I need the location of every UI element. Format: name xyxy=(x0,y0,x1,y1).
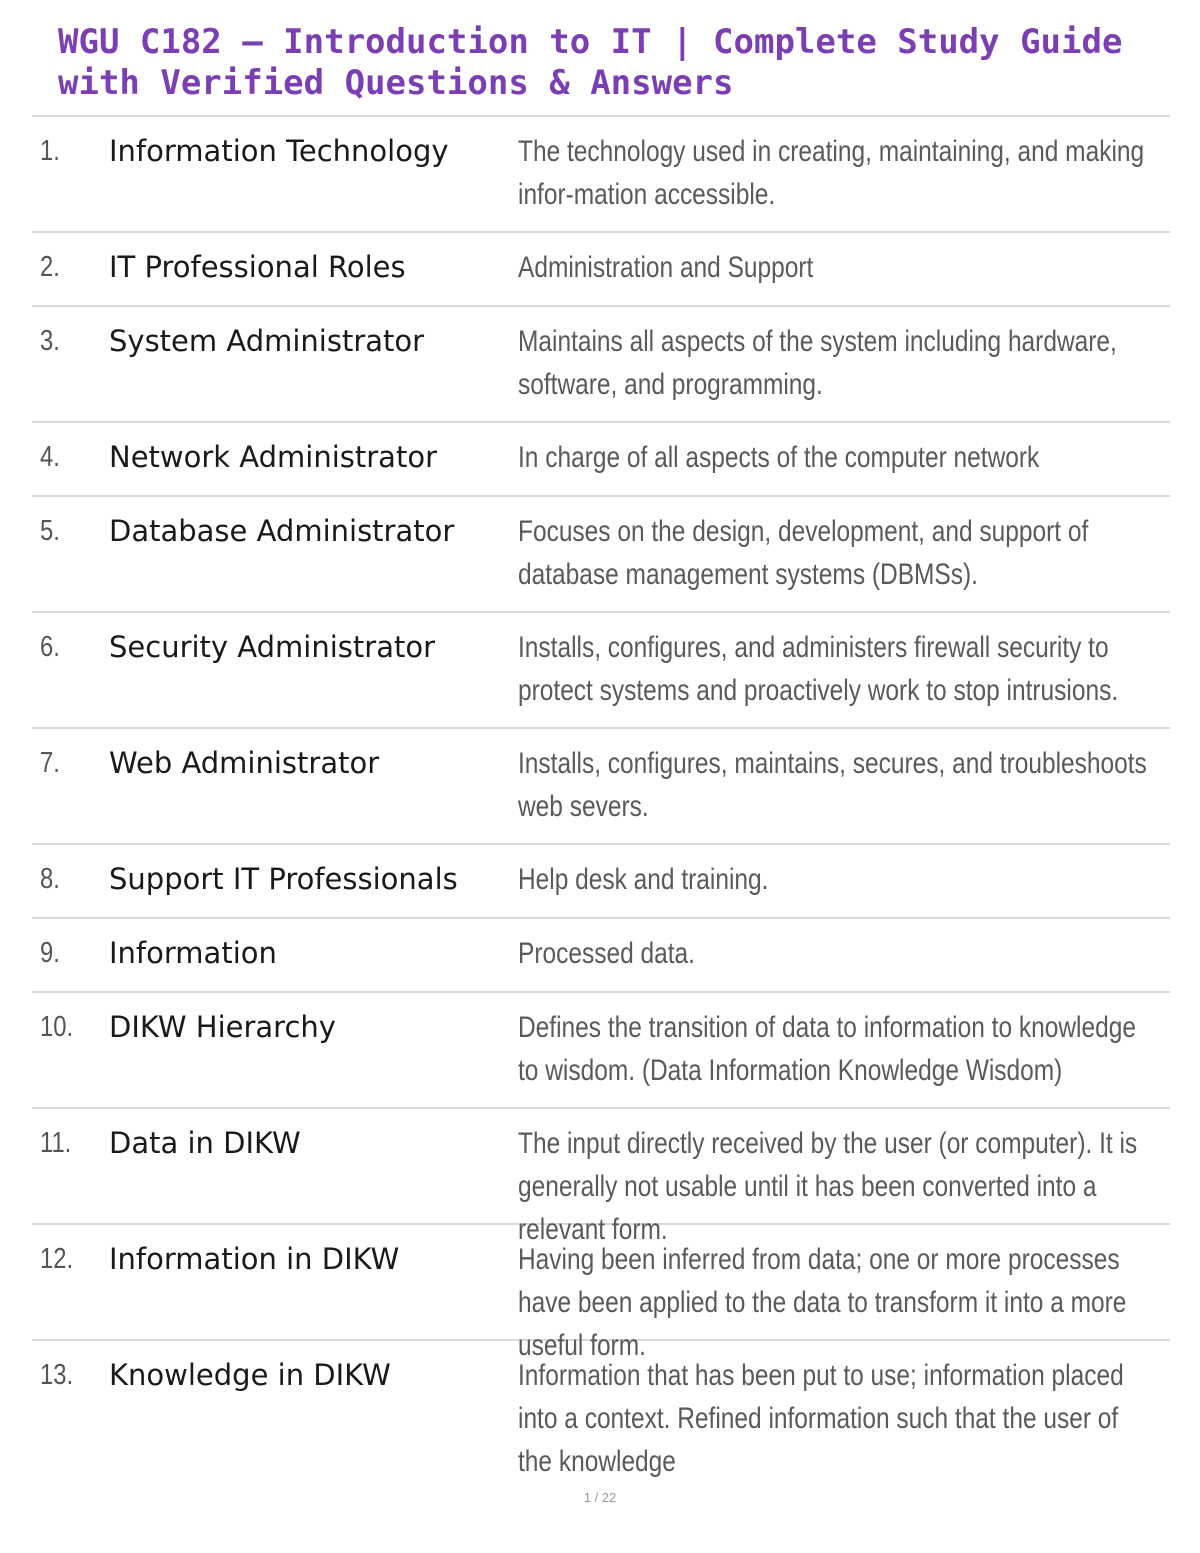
table-row xyxy=(32,307,1170,423)
table-row xyxy=(32,117,1170,233)
item-definition: Installs, configures, maintains, secures, and troubleshoots web severs. xyxy=(518,747,1147,823)
item-term: Knowledge in DIKW xyxy=(109,1358,391,1392)
item-definition: Processed data. xyxy=(518,937,695,970)
table-row xyxy=(32,233,1170,307)
table-row xyxy=(32,613,1170,729)
table-row xyxy=(32,423,1170,497)
item-term: Network Administrator xyxy=(109,440,437,474)
item-number: 6. xyxy=(40,631,60,663)
document-title: WGU C182 – Introduction to IT | Complete Study Guide with Verified Questions & Answers xyxy=(58,22,1123,103)
item-definition: Help desk and training. xyxy=(518,863,769,896)
item-definition: Having been inferred from data; one or more processes have been applied to the data to transform it into a more useful form. xyxy=(518,1243,1127,1362)
item-term: Data in DIKW xyxy=(109,1126,301,1160)
item-definition: Administration and Support xyxy=(518,251,814,284)
item-term: Database Administrator xyxy=(109,514,455,548)
item-number: 11. xyxy=(40,1127,72,1159)
item-number: 10. xyxy=(40,1011,74,1043)
item-number: 5. xyxy=(40,515,60,547)
item-definition: In charge of all aspects of the computer network xyxy=(518,441,1040,474)
item-term: Information in DIKW xyxy=(109,1242,400,1276)
item-number: 4. xyxy=(40,441,60,473)
item-number: 8. xyxy=(40,863,60,895)
item-definition: Focuses on the design, development, and support of database management systems (DBMSs). xyxy=(518,515,1089,591)
table-row xyxy=(32,497,1170,613)
table-row xyxy=(32,1341,1170,1478)
table-row xyxy=(32,1109,1170,1246)
item-definition: Installs, configures, and administers firewall security to protect systems and proactively work to stop intrusions. xyxy=(518,631,1119,707)
item-term: Web Administrator xyxy=(109,746,380,780)
item-definition: Maintains all aspects of the system including hardware, software, and programming. xyxy=(518,325,1117,401)
item-number: 13. xyxy=(40,1359,74,1391)
item-term: Information xyxy=(109,936,277,970)
item-term: Security Administrator xyxy=(109,630,435,664)
table-row xyxy=(32,919,1170,993)
page-number: 1 / 22 xyxy=(583,1490,617,1505)
item-number: 1. xyxy=(40,135,60,167)
item-number: 9. xyxy=(40,937,60,969)
table-row xyxy=(32,729,1170,845)
item-term: DIKW Hierarchy xyxy=(109,1010,336,1044)
item-term: Support IT Professionals xyxy=(109,862,458,896)
item-number: 2. xyxy=(40,251,60,283)
item-term: System Administrator xyxy=(109,324,425,358)
qa-table xyxy=(32,115,1170,1478)
item-definition: The technology used in creating, maintaining, and making infor-mation accessible. xyxy=(518,135,1145,211)
table-row xyxy=(32,845,1170,919)
item-definition: The input directly received by the user (or computer). It is generally not usable until it has been converted into a relevant form. xyxy=(518,1127,1138,1246)
item-definition: Information that has been put to use; information placed into a context. Refined information such that the user of the knowledge xyxy=(518,1359,1124,1478)
item-term: IT Professional Roles xyxy=(109,250,406,284)
item-definition: Defines the transition of data to information to knowledge to wisdom. (Data Information Knowledge Wisdom) xyxy=(518,1011,1136,1087)
item-number: 7. xyxy=(40,747,60,779)
item-term: Information Technology xyxy=(109,134,449,168)
table-row xyxy=(32,1225,1170,1362)
item-number: 12. xyxy=(40,1243,74,1275)
table-row xyxy=(32,993,1170,1109)
item-number: 3. xyxy=(40,325,60,357)
